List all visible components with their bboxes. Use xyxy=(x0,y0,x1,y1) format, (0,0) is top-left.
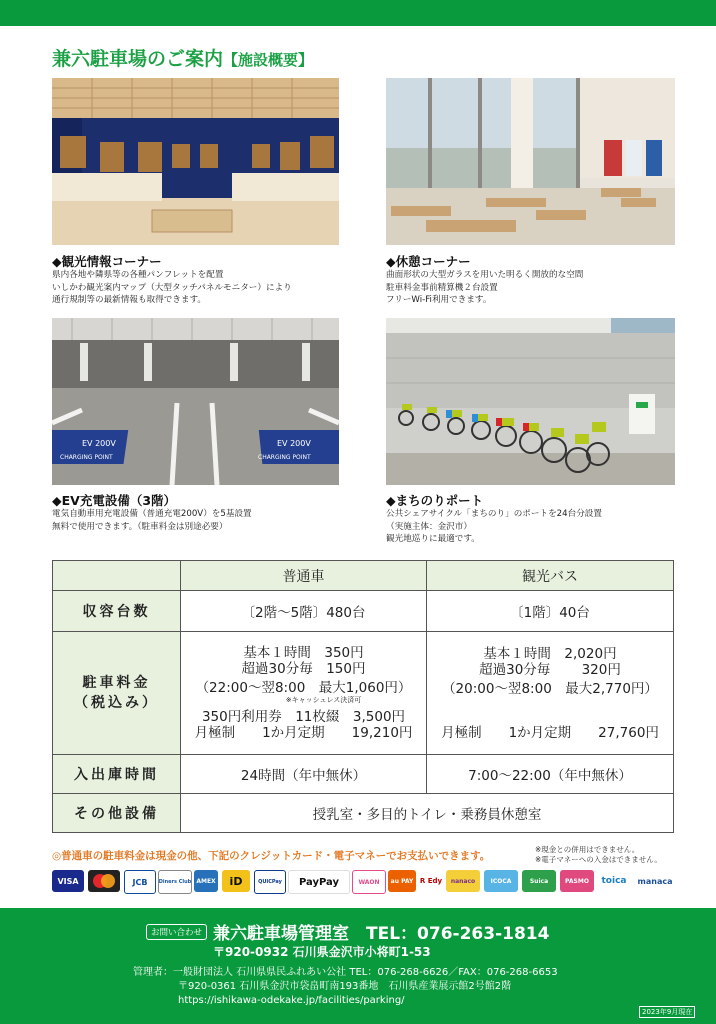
hours-car: 24時間（年中無休） xyxy=(181,755,427,794)
payment-subnote: ※現金との併用はできません。 xyxy=(535,845,640,854)
table-row xyxy=(53,794,674,833)
fee-label-tax: （税込み） xyxy=(74,695,159,711)
desc-line: 県内各地や隣県等の各種パンフレットを配置 xyxy=(52,270,224,280)
rest-corner-desc xyxy=(386,269,583,307)
office-contact: 兼六駐車場管理室 TEL：076-263-1814 xyxy=(213,924,550,944)
title-main: 兼六駐車場のご案内 xyxy=(52,48,224,70)
website-url[interactable]: https://ishikawa-odekake.jp/facilities/parking/ xyxy=(178,995,405,1006)
diners-text: Diners Club xyxy=(158,879,192,885)
title-sub: 【施設概要】 xyxy=(223,51,314,69)
fee-monthly: 月極制 1か月定期 19,210円 xyxy=(194,725,413,741)
nanaco-logo: nanaco xyxy=(446,870,480,892)
desc-line: 無料で使用できます。（駐車料金は別途必要） xyxy=(52,521,228,532)
mastercard-logo xyxy=(88,870,120,892)
facility-table xyxy=(52,560,674,833)
desc-line: フリーWi-Fi利用できます。 xyxy=(386,295,492,305)
manaca-logo: manaca xyxy=(634,870,676,892)
jcb-logo: JCB xyxy=(124,870,156,894)
tourism-corner-desc xyxy=(52,269,292,307)
waon-logo: WAON xyxy=(352,870,386,894)
ev-charging-title: ◆EV充電設備（3階） xyxy=(52,493,177,508)
bike-port-desc xyxy=(386,508,602,546)
fee-extra: 超過30分毎 150円 xyxy=(241,661,366,677)
fee-night-max: （20:00～翌8:00 最大2,770円） xyxy=(442,680,658,697)
bike-port-photo xyxy=(386,318,675,485)
fee-basic: 基本１時間 350円 xyxy=(243,645,364,661)
id-logo: iD xyxy=(222,870,250,892)
table-corner-cell xyxy=(53,561,181,591)
rest-corner-photo xyxy=(386,78,675,245)
payment-note: ◎普通車の駐車料金は現金の他、下記のクレジットカード・電子マネーでお支払いできます。 xyxy=(52,850,491,862)
desc-line: 電気自動車用充電設備（普通充電200V）を5基設置 xyxy=(52,509,252,519)
bike-port-title: ◆まちのりポート xyxy=(386,493,484,508)
ev-charging-desc xyxy=(52,508,252,533)
table-header-row xyxy=(53,561,674,591)
other-facilities: 授乳室・多目的トイレ・乗務員休憩室 xyxy=(181,794,674,833)
manager-line: 〒920-0361 石川県金沢市袋畠町南193番地 石川県産業展示館2号館2階 xyxy=(178,981,512,992)
tourism-corner-title: ◆観光情報コーナー xyxy=(52,254,162,269)
diners-logo xyxy=(158,870,192,894)
paypay-logo: PayPay xyxy=(288,870,350,894)
desc-line: いしかわ観光案内マップ（大型タッチパネルモニター）により xyxy=(52,282,292,293)
office-address: 〒920-0932 石川県金沢市小将町1-53 xyxy=(213,945,431,959)
fee-label-line: 駐車料金 xyxy=(82,675,151,691)
ev-charging-photo xyxy=(52,318,339,485)
fee-cashless-note: ※キャッシュレス決済可 xyxy=(285,696,362,704)
tourism-corner-photo xyxy=(52,78,339,245)
row-label-fee xyxy=(53,632,181,755)
as-of-date: 2023年9月現在 xyxy=(639,1006,695,1018)
suica-logo: Suica xyxy=(522,870,556,892)
manager-info xyxy=(133,966,558,1008)
fee-extra: 超過30分毎 320円 xyxy=(479,661,621,678)
fee-night-max: （22:00～翌8:00 最大1,060円） xyxy=(195,680,412,696)
ev-sign-label: CHARGING POINT xyxy=(60,454,113,461)
capacity-car: 〔2階～5階〕480台 xyxy=(181,591,427,632)
capacity-bus: 〔1階〕40台 xyxy=(427,591,674,632)
quicpay-logo xyxy=(254,870,286,894)
row-label-capacity: 収容台数 xyxy=(53,591,181,632)
aupay-logo: au PAY xyxy=(388,870,416,892)
ev-sign-label: EV 200V xyxy=(277,439,311,448)
amex-logo: AMEX xyxy=(194,870,218,892)
hours-bus: 7:00～22:00（年中無休） xyxy=(427,755,674,794)
icoca-logo: ICOCA xyxy=(484,870,518,892)
fee-bus xyxy=(427,632,674,755)
rest-corner-title: ◆休憩コーナー xyxy=(386,254,471,269)
pasmo-logo: PASMO xyxy=(560,870,594,892)
page-title xyxy=(52,44,313,71)
desc-line: （実施主体：金沢市） xyxy=(386,521,472,532)
col-header-car: 普通車 xyxy=(181,561,427,591)
quicpay-text: QUICPay xyxy=(258,879,282,885)
col-header-bus: 観光バス xyxy=(427,561,674,591)
table-row xyxy=(53,755,674,794)
ev-sign-label: EV 200V xyxy=(82,439,116,448)
inquiry-badge: お問い合わせ xyxy=(146,924,207,940)
desc-line: 観光地巡りに最適です。 xyxy=(386,534,480,544)
visa-logo: VISA xyxy=(52,870,84,892)
top-green-bar xyxy=(0,0,716,26)
table-row xyxy=(53,632,674,755)
footer xyxy=(0,908,716,1024)
payment-subnotes xyxy=(535,845,662,865)
fee-car xyxy=(181,632,427,755)
edy-logo: R Edy xyxy=(420,870,442,892)
row-label-other: その他設備 xyxy=(53,794,181,833)
toica-logo: toica xyxy=(598,870,630,892)
fee-basic: 基本１時間 2,020円 xyxy=(483,645,617,662)
payment-subnote: ※電子マネーへの入金はできません。 xyxy=(535,855,662,864)
fee-monthly: 月極制 1か月定期 27,760円 xyxy=(441,724,659,741)
row-label-hours: 入出庫時間 xyxy=(53,755,181,794)
table-row xyxy=(53,591,674,632)
manager-line: 管理者：一般財団法人 石川県県民ふれあい公社 TEL：076-268-6626／FAX：076-268-6653 xyxy=(133,967,558,978)
desc-line: 駐車料金事前精算機２台設置 xyxy=(386,282,498,293)
desc-line: 公共シェアサイクル「まちのり」のポートを24台分設置 xyxy=(386,509,602,519)
desc-line: 通行規制等の最新情報も取得できます。 xyxy=(52,295,207,305)
desc-line: 曲面形状の大型ガラスを用いた明るく開放的な空間 xyxy=(386,270,584,280)
fee-ticket: 350円利用券 11枚綴 3,500円 xyxy=(201,709,406,725)
ev-sign-label: CHARGING POINT xyxy=(258,454,311,461)
payment-logos xyxy=(52,870,676,892)
